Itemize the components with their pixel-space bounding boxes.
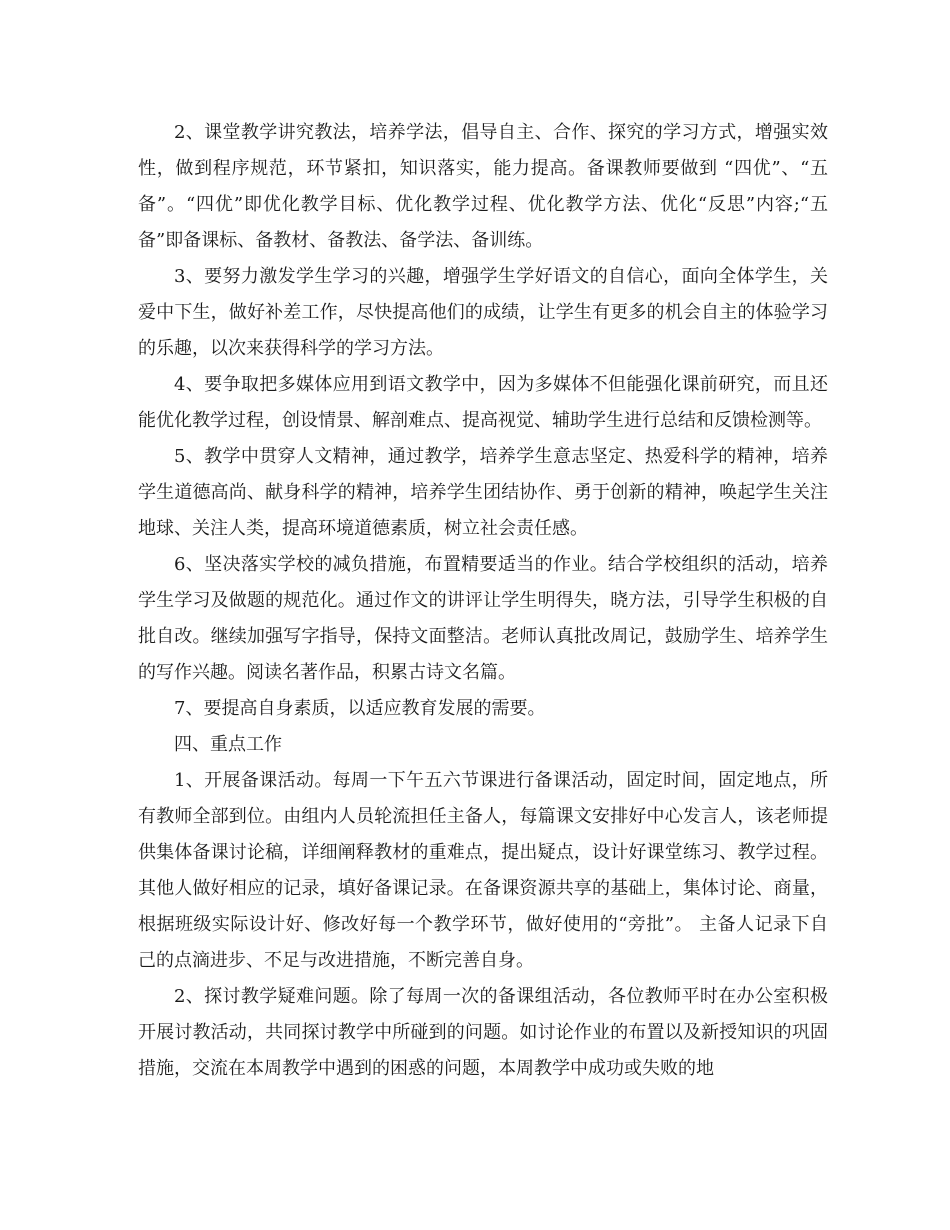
paragraph-humanistic-spirit: 5、教学中贯穿人文精神，通过教学，培养学生意志坚定、热爱科学的精神，培养学生道德高尚、献身科学的精神，培养学生团结协作、勇于创新的精神，唤起学生关注地球、关注人类，提高环境道德素质，树立社会责任感。 bbox=[138, 446, 828, 539]
paragraph-workload-reduction: 6、坚决落实学校的减负措施，布置精要适当的作业。结合学校组织的活动，培养学生学习及做题的规范化。通过作文的讲评让学生明得失，晓方法，引导学生积极的自批自改。继续加强写字指导，保持文面整洁。老师认真批改周记，鼓励学生、培养学生的写作兴趣。阅读名著作品，积累古诗文名篇。 bbox=[138, 554, 828, 683]
document-body bbox=[138, 115, 828, 1087]
section-heading-key-work: 四、重点工作 bbox=[174, 734, 282, 755]
paragraph-teaching-problems: 2、探讨教学疑难问题。除了每周一次的备课组活动，各位教师平时在办公室积极开展讨教活动，共同探讨教学中所碰到的问题。如讨论作业的布置以及新授知识的巩固措施，交流在本周教学中遇到的困惑的问题，本周教学中成功或失败的地 bbox=[138, 986, 828, 1079]
paragraph-self-improvement: 7、要提高自身素质，以适应教育发展的需要。 bbox=[174, 698, 546, 719]
paragraph-multimedia: 4、要争取把多媒体应用到语文教学中，因为多媒体不但能强化课前研究，而且还能优化教学过程，创设情景、解剖难点、提高视觉、辅助学生进行总结和反馈检测等。 bbox=[138, 374, 828, 431]
paragraph-lesson-preparation: 1、开展备课活动。每周一下午五六节课进行备课活动，固定时间，固定地点，所有教师全部到位。由组内人员轮流担任主备人，每篇课文安排好中心发言人，该老师提供集体备课讨论稿，详细阐释教材的重难点，提出疑点，设计好课堂练习、教学过程。其他人做好相应的记录，填好备课记录。在备课资源共享的基础上，集体讨论、商量，根据班级实际设计好、修改好每一个教学环节，做好使用的“旁批”。 主备人记录下自己的点滴进步、不足与改进措施，不断完善自身。 bbox=[138, 770, 828, 971]
paragraph-teaching-methods: 2、课堂教学讲究教法，培养学法，倡导自主、合作、探究的学习方式，增强实效性，做到程序规范，环节紧扣，知识落实，能力提高。备课教师要做到 “四优”、“五备”。“四优”即优化教学目标、优化教学过程、优化教学方法、优化“反思”内容;“五备”即备课标、备教材、备教法、备学法、备训练。 bbox=[138, 122, 828, 251]
paragraph-student-interest: 3、要努力激发学生学习的兴趣，增强学生学好语文的自信心，面向全体学生，关爱中下生，做好补差工作，尽快提高他们的成绩，让学生有更多的机会自主的体验学习的乐趣，以次来获得科学的学习方法。 bbox=[138, 266, 828, 359]
